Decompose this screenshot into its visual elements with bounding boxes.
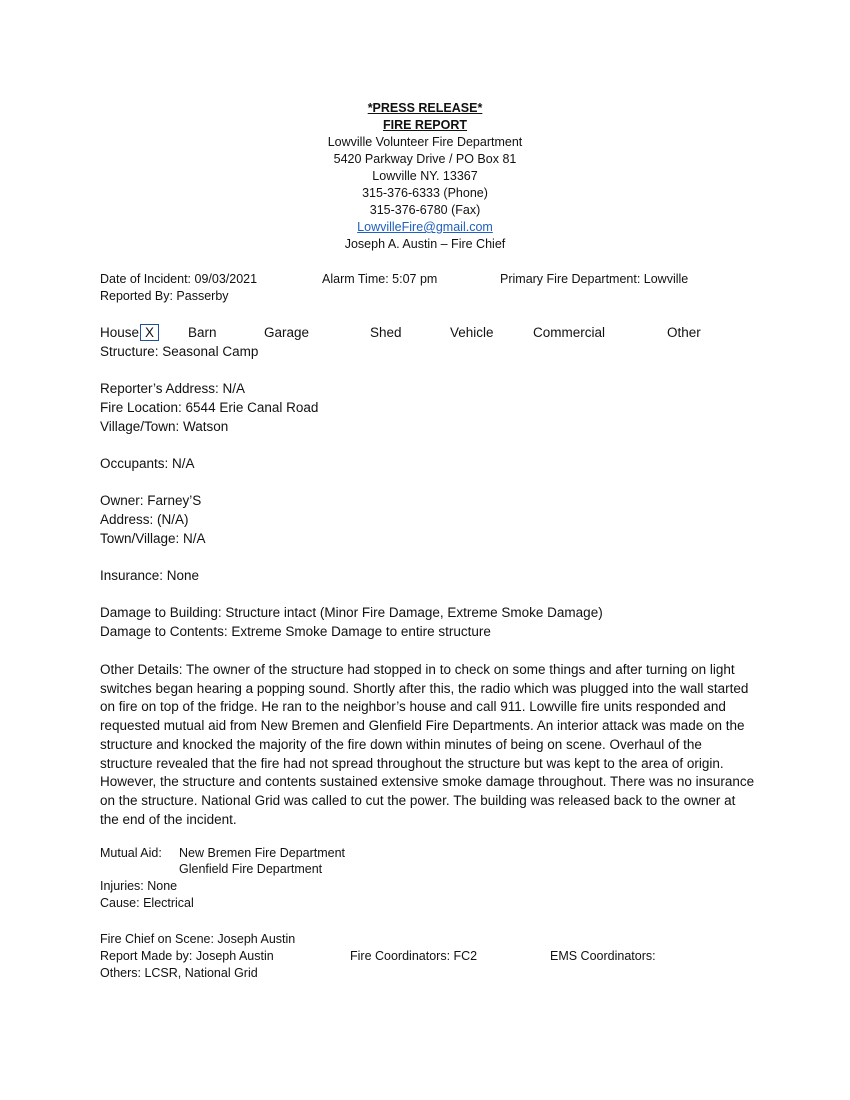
mutual-aid-dept-2: Glenfield Fire Department — [179, 862, 323, 876]
department-fax: 315-376-6780 (Fax) — [369, 203, 481, 217]
type-garage: Garage — [264, 325, 310, 340]
fire-location: Fire Location: 6544 Erie Canal Road — [100, 400, 319, 415]
incident-date: Date of Incident: 09/03/2021 — [100, 272, 258, 286]
primary-fire-department: Primary Fire Department: Lowville — [500, 272, 689, 286]
fire-coordinators: Fire Coordinators: FC2 — [350, 949, 478, 963]
fire-chief-line: Joseph A. Austin – Fire Chief — [344, 237, 506, 251]
mutual-aid-label: Mutual Aid: — [100, 846, 162, 860]
type-house-label: House — [100, 325, 140, 340]
damage-to-contents: Damage to Contents: Extreme Smoke Damage to entire structure — [100, 624, 491, 639]
occupants: Occupants: N/A — [100, 456, 195, 471]
type-house — [100, 325, 159, 340]
insurance: Insurance: None — [100, 568, 200, 583]
damage-to-building: Damage to Building: Structure intact (Minor Fire Damage, Extreme Smoke Damage) — [100, 605, 603, 620]
alarm-time: Alarm Time: 5:07 pm — [322, 272, 438, 286]
structure-type: Structure: Seasonal Camp — [100, 344, 259, 359]
ems-coordinators: EMS Coordinators: — [550, 949, 656, 963]
type-other: Other — [667, 325, 701, 340]
village-town: Village/Town: Watson — [100, 419, 229, 434]
department-phone: 315-376-6333 (Phone) — [362, 186, 488, 200]
other-details-paragraph: Other Details: The owner of the structure had stopped in to check on some things and after turning on light switches began hearing a popping sound. Shortly after this, the radio which was plugged into the wall started on fire on top of the fridge. He ran to the neighbor’s house and call 911. Lowville fire units responded and requested mutual aid from New Bremen and Glenfield Fire Departments. An interior attack was made on the structure and knocked the majority of the fire down within minutes of being on scene. Overhaul of the structure revealed that the fire had not spread throughout the structure but was kept to the area of origin. However, the structure and contents sustained extensive smoke damage throughout. There was no insurance on the structure. National Grid was called to cut the power. The building was released back to the owner at the end of the incident. — [100, 662, 755, 827]
type-barn: Barn — [188, 325, 217, 340]
injuries: Injuries: None — [100, 879, 178, 893]
department-name: Lowville Volunteer Fire Department — [327, 135, 523, 149]
others: Others: LCSR, National Grid — [100, 966, 258, 980]
letterhead — [0, 100, 850, 253]
press-release-title: *PRESS RELEASE* — [367, 101, 483, 115]
owner-town-village: Town/Village: N/A — [100, 531, 206, 546]
type-shed: Shed — [370, 325, 402, 340]
type-vehicle: Vehicle — [450, 325, 494, 340]
reported-by: Reported By: Passerby — [100, 289, 229, 303]
department-city: Lowville NY. 13367 — [372, 169, 478, 183]
owner-name: Owner: Farney’S — [100, 493, 202, 508]
department-address: 5420 Parkway Drive / PO Box 81 — [333, 152, 517, 166]
mutual-aid-dept-1: New Bremen Fire Department — [179, 846, 346, 860]
cause: Cause: Electrical — [100, 896, 194, 910]
type-commercial: Commercial — [533, 325, 606, 340]
department-email-link[interactable]: LowvilleFire@gmail.com — [357, 220, 493, 234]
fire-chief-on-scene: Fire Chief on Scene: Joseph Austin — [100, 932, 296, 946]
house-checkbox-mark: X — [140, 324, 159, 341]
reporter-address: Reporter’s Address: N/A — [100, 381, 246, 396]
owner-address: Address: (N/A) — [100, 512, 189, 527]
fire-report-title: FIRE REPORT — [382, 118, 468, 132]
report-made-by: Report Made by: Joseph Austin — [100, 949, 274, 963]
